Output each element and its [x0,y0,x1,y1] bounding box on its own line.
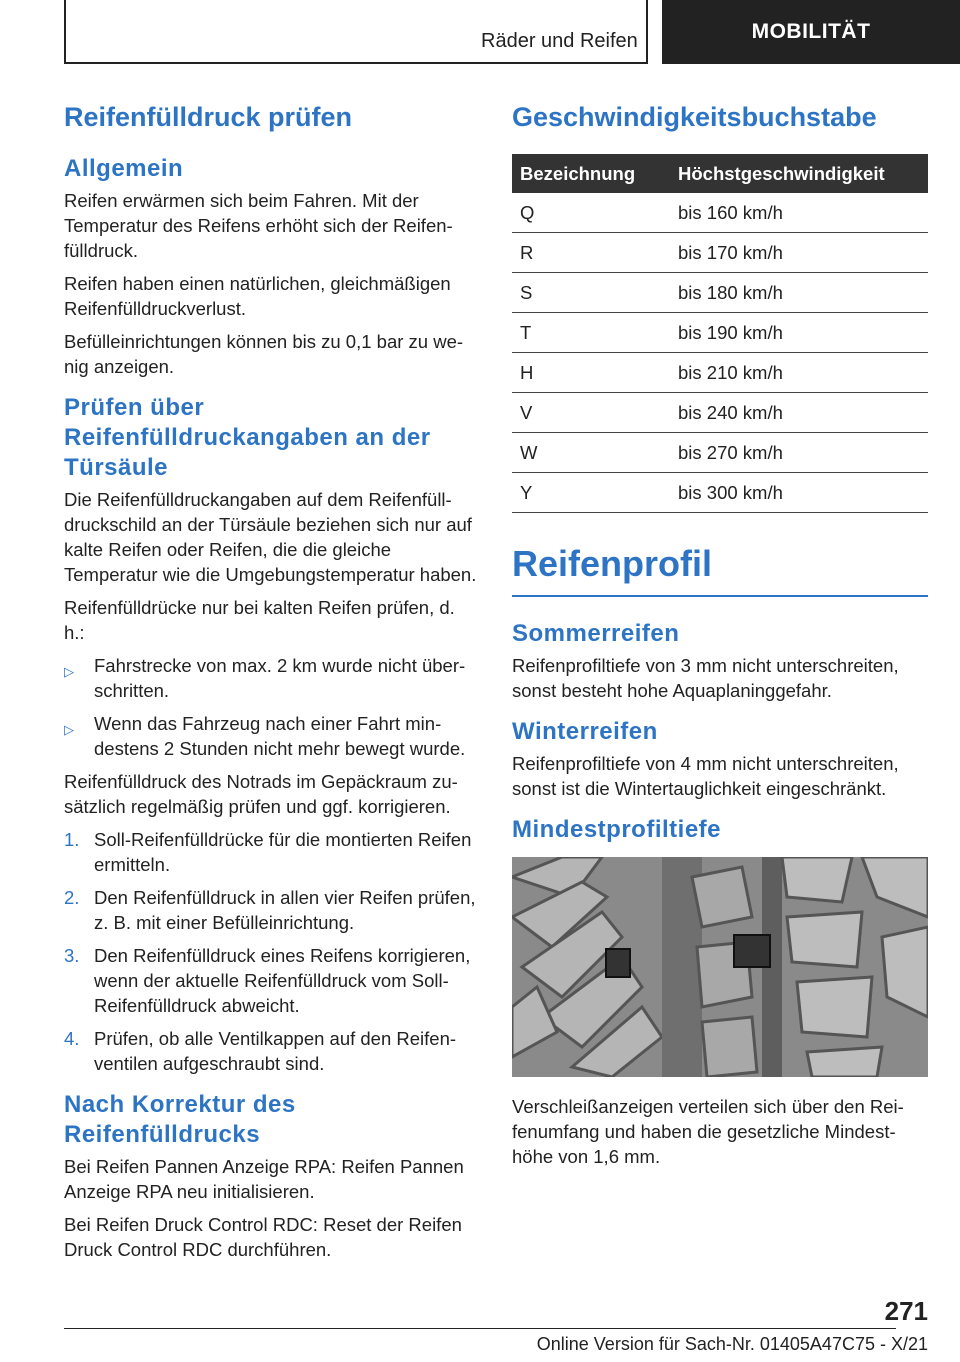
tread-wear-indicator-image [512,857,928,1077]
heading-allgemein: Allgemein [64,155,184,182]
left-column [64,100,478,1270]
list-item: ▷ Fahrstrecke von max. 2 km wurde nicht überschritten. [64,655,466,701]
table-row: R bis 170 km/h [512,233,928,273]
image-caption: Verschleißanzeigen verteilen sich über den Reifenumfang und haben die gesetzliche Mindesthöhe von 1,6 mm. [512,1096,904,1167]
triangle-bullet-icon: ▷ [64,664,74,679]
triangle-bullet-icon: ▷ [64,722,74,737]
paragraph: Reifenfülldrücke nur bei kalten Reifen prüfen, d. h.: [64,597,455,643]
heading-korrektur: Nach Korrektur des Reifenfülldrucks [64,1091,296,1148]
paragraph: Bei Reifen Pannen Anzeige RPA: Reifen Pannen Anzeige RPA neu initialisieren. [64,1156,464,1202]
table-row: W bis 270 km/h [512,433,928,473]
table-row: V bis 240 km/h [512,393,928,433]
paragraph: Befülleinrichtungen können bis zu 0,1 bar zu wenig anzeigen. [64,331,464,377]
table-row: H bis 210 km/h [512,353,928,393]
paragraph: Bei Reifen Druck Control RDC: Reset der Reifen Druck Control RDC durchführen. [64,1214,462,1260]
table-header-row [512,154,928,193]
heading-mindestprofiltiefe: Mindestprofiltiefe [512,816,722,843]
step-list [64,827,478,1076]
page-number: 271 [884,1296,928,1326]
table-row: S bis 180 km/h [512,273,928,313]
paragraph: Reifen haben einen natürlichen, gleichmäßigen Reifenfülldruckverlust. [64,273,451,319]
table-row: T bis 190 km/h [512,313,928,353]
heading-tuersaeule: Prüfen über Reifenfülldruckangaben an der Türsäule [64,394,431,481]
speed-table [512,154,928,513]
bullet-list [64,653,478,761]
list-item: 1. Soll-Reifenfülldrücke für die montierten Reifen ermitteln. [64,829,472,875]
paragraph: Reifenprofiltiefe von 4 mm nicht unterschreiten, sonst ist die Wintertauglichkeit eingeschränkt. [512,753,899,799]
list-item: 4. Prüfen, ob alle Ventilkappen auf den Reifenventilen aufgeschraubt sind. [64,1028,457,1074]
column-header: Bezeichnung [512,154,670,193]
footer-text: Online Version für Sach-Nr. 01405A47C75 - X/21 [536,1334,928,1354]
table-row: Q bis 160 km/h [512,193,928,233]
table-row: Y bis 300 km/h [512,473,928,513]
footer-divider [64,1328,896,1329]
header-section: Räder und Reifen [481,30,638,52]
section-title-reifenprofil: Reifenprofil [512,541,928,597]
heading-speed: Geschwindigkeitsbuchstabe [512,102,877,132]
paragraph: Reifenfülldruck des Notrads im Gepäckraum zusätzlich regelmäßig prüfen und ggf. korrigieren. [64,771,458,817]
header-chapter: MOBILITÄT [662,0,960,64]
paragraph: Reifenprofiltiefe von 3 mm nicht unterschreiten, sonst besteht hohe Aquaplaninggefahr. [512,655,899,701]
heading-sommerreifen: Sommerreifen [512,620,680,647]
heading-winterreifen: Winterreifen [512,718,658,745]
paragraph: Die Reifenfülldruckangaben auf dem Reifenfülldruckschild an der Türsäule beziehen sich nur auf kalte Reifen oder Reifen, die die gleiche Temperatur wie die Umgebungstemperatur haben. [64,489,477,585]
paragraph: Reifen erwärmen sich beim Fahren. Mit der Temperatur des Reifens erhöht sich der Reifenfülldruck. [64,190,453,261]
list-item: 3. Den Reifenfülldruck eines Reifens korrigieren, wenn der aktuelle Reifenfülldruck vom Soll-Reifenfülldruck abweicht. [64,945,471,1016]
list-item: 2. Den Reifenfülldruck in allen vier Reifen prüfen, z. B. mit einer Befülleinrichtung. [64,887,476,933]
page-title: Reifenfülldruck prüfen [64,102,353,132]
list-item: ▷ Wenn das Fahrzeug nach einer Fahrt mindestens 2 Stunden nicht mehr bewegt wurde. [64,713,466,759]
column-header: Höchstgeschwindigkeit [670,154,928,193]
right-column [512,100,928,1177]
